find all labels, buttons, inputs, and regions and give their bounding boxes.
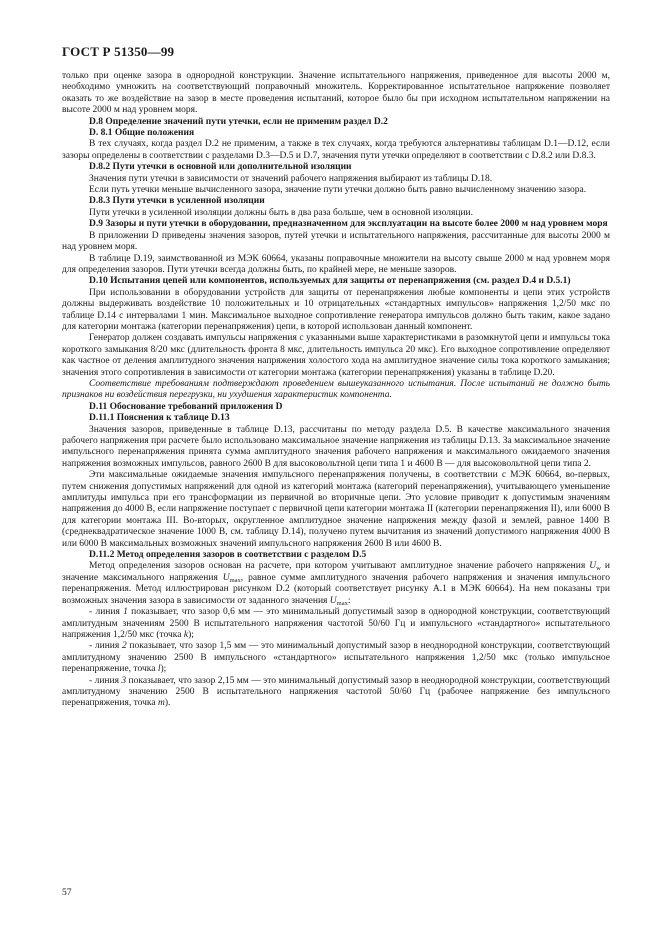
paragraph: В тех случаях, когда раздел D.2 не применим, а также в тех случаях, когда требуются альтернативы таблицам D.1—D.12, если зазоры определены в соответствии с разделами D.3—D.5 и D.7, значения пути утечки определяют в соответствии с D.8.2 или D.8.3. xyxy=(62,139,610,161)
section-heading: D.11 Обоснование требований приложения D xyxy=(89,401,283,412)
paragraph: Значения пути утечки в зависимости от значений рабочего напряжения выбирают из таблицы D.18. xyxy=(89,173,493,184)
paragraph: В таблице D.19, заимствованной из МЭК 60664, указаны поправочные множители на высоту свыше 2000 м над уровнем моря для определения зазоров. Пути утечки всегда должны быть, по крайней мере, не меньше зазоров. xyxy=(62,253,610,275)
document-header: ГОСТ Р 51350—99 xyxy=(62,44,175,59)
section-heading: D. 8.1 Общие положения xyxy=(89,128,195,139)
page-number: 57 xyxy=(62,888,72,898)
paragraph: Метод определения зазоров основан на расчете, при котором учитывают амплитудное значение рабочего напряжения $U_w$ и значение максимального напряжения $U_{max}$, равное сумме амплитудного значения рабочего напряжения и значения импульсного перенапряжения. Метод иллюстрирован рисунком D.2 (который соответствует рисунку А.1 в МЭК 60664). На нем показаны три возможных значения зазора в зависимости от заданного значения $U_{max}$: xyxy=(62,561,610,607)
paragraph: Значения зазоров, приведенные в таблице D.13, рассчитаны по методу раздела D.5. В качестве максимального значения рабочего напряжения при расчете было использовано максимальное значение напряжения из таблицы D.13. За максимальное значение импульсного перенапряжения принята сумма амплитудного значения рабочего напряжения и максимального ожидаемого значения напряжения возможных импульсов, равного 2600 В для высоковольтной цепи типа 1 и 4600 В — для высоковольтной цепи типа 2. xyxy=(62,424,610,469)
section-heading: D.8.3 Пути утечки в усиленной изоляции xyxy=(89,196,265,207)
paragraph: В приложении D приведены значения зазоров, путей утечки и испытательного напряжения, рассчитанные для высоты 2000 м над уровнем моря. xyxy=(62,230,610,253)
paragraph: Если путь утечки меньше вычисленного зазора, значение пути утечки должно быть равно вычисленному значению зазора. xyxy=(89,185,587,196)
paragraph: только при оценке зазора в однородной конструкции. Значение испытательного напряжения, приведенное для высоты 2000 м, необходимо умножить на соответствующий поправочный множитель. Корректированное испытательное напряжение позволяет оказать то же воздействие на зазор в месте проведения испытаний, которое было бы при исходном испытательном напряжении на высоте 2000 м над уровнем моря. xyxy=(62,71,610,116)
compliance-note: Соответствие требованиям подтверждают проведением вышеуказанного испытания. После испытаний не должно быть признаков ни воздействия перегрузки, ни ухудшения характеристик компонента. xyxy=(62,378,610,401)
section-heading: D.8.2 Пути утечки в основной или дополнительной изоляции xyxy=(89,162,352,173)
section-heading: D.11.2 Метод определения зазоров в соответствии с разделом D.5 xyxy=(89,550,367,561)
paragraph: Генератор должен создавать импульсы напряжения с указанными выше характеристиками в разомкнутой цепи и импульсы тока короткого замыкания 8/20 мкс (длительность фронта 8 мкс, длительность импульса 20 мкс). Его выходное сопротивление определяют как частное от деления амплитудного значения напряжения холостого хода на амплитудное значение силы тока короткого замыкания; значения этого сопротивления в зависимости от категории монтажа (категории перенапряжения) указаны в таблице D.20. xyxy=(62,333,610,378)
paragraph: Эти максимальные ожидаемые значения импульсного перенапряжения получены, в соответствии с МЭК 60664, во-первых, путем снижения допустимых напряжений для одной из категорий монтажа (категорий перенапряжения), учитывающего уменьшение амплитуды импульса при его трансформации из первичной во вторичные цепи. Это условие приводит к допустимым значениям напряжения до 4000 В, если напряжение поступает с первичной цепи категории монтажа II (категории перенапряжения II), или 6000 В для категории монтажа III. Во-вторых, округленное амплитудное значение напряжения между фазой и землей, равное 1400 В (среднеквадратическое значение 1000 В, см. таблицу D.14), получено путем вычитания из значений допустимого напряжения 4000 В или 6000 В максимальных возможных значений импульсного напряжения 2600 В или 4600 В. xyxy=(62,470,610,549)
section-heading: D.8 Определение значений пути утечки, если не применим раздел D.2 xyxy=(89,116,388,127)
list-item: - линия 2 показывает, что зазор 1,5 мм — это минимальный допустимый зазор в неоднородной конструкции, соответствующий амплитудному значению 2500 В импульсного «стандартного» испытательного напряжения 1,2/50 мкс (только импульсное перенапряжение, точка l); xyxy=(62,641,610,675)
list-item: - линия 3 показывает, что зазор 2,15 мм — это минимальный допустимый зазор в неоднородной конструкции, соответствующий амплитудному значению 2500 В испытательного напряжения частотой 50/60 Гц (рабочее напряжение без импульсного перенапряжения, точка m). xyxy=(62,675,610,709)
list-item: - линия 1 показывает, что зазор 0,6 мм — это минимальный допустимый зазор в однородной конструкции, соответствующий амплитудным значениям 2500 В испытательного напряжения частотой 50/60 Гц и импульсного «стандартного» испытательного напряжения 1,2/50 мкс (точка k); xyxy=(62,607,610,640)
section-heading: D.11.1 Пояснения к таблице D.13 xyxy=(89,413,230,424)
section-heading: D.10 Испытания цепей или компонентов, используемых для защиты от перенапряжения (см. раздел D.4 и D.5.1) xyxy=(89,276,571,287)
paragraph: При использовании в оборудовании устройств для защиты от перенапряжения любые компоненты и цепи этих устройств должны выдерживать воздействие 10 положительных и 10 отрицательных «стандартных импульсов» напряжения 1,2/50 мкс по таблице D.14 с интервалами 1 мин. Максимальное выходное сопротивление генератора импульсов должно быть таким, какое задано для категории монтажа (категории перенапряжения) цепи, в которой использован данный компонент. xyxy=(62,287,610,332)
paragraph: Пути утечки в усиленной изоляции должны быть в два раза больше, чем в основной изоляции. xyxy=(89,207,473,218)
section-heading: D.9 Зазоры и пути утечки в оборудовании, предназначенном для эксплуатации на высоте более 2000 м над уровнем моря xyxy=(89,219,608,230)
